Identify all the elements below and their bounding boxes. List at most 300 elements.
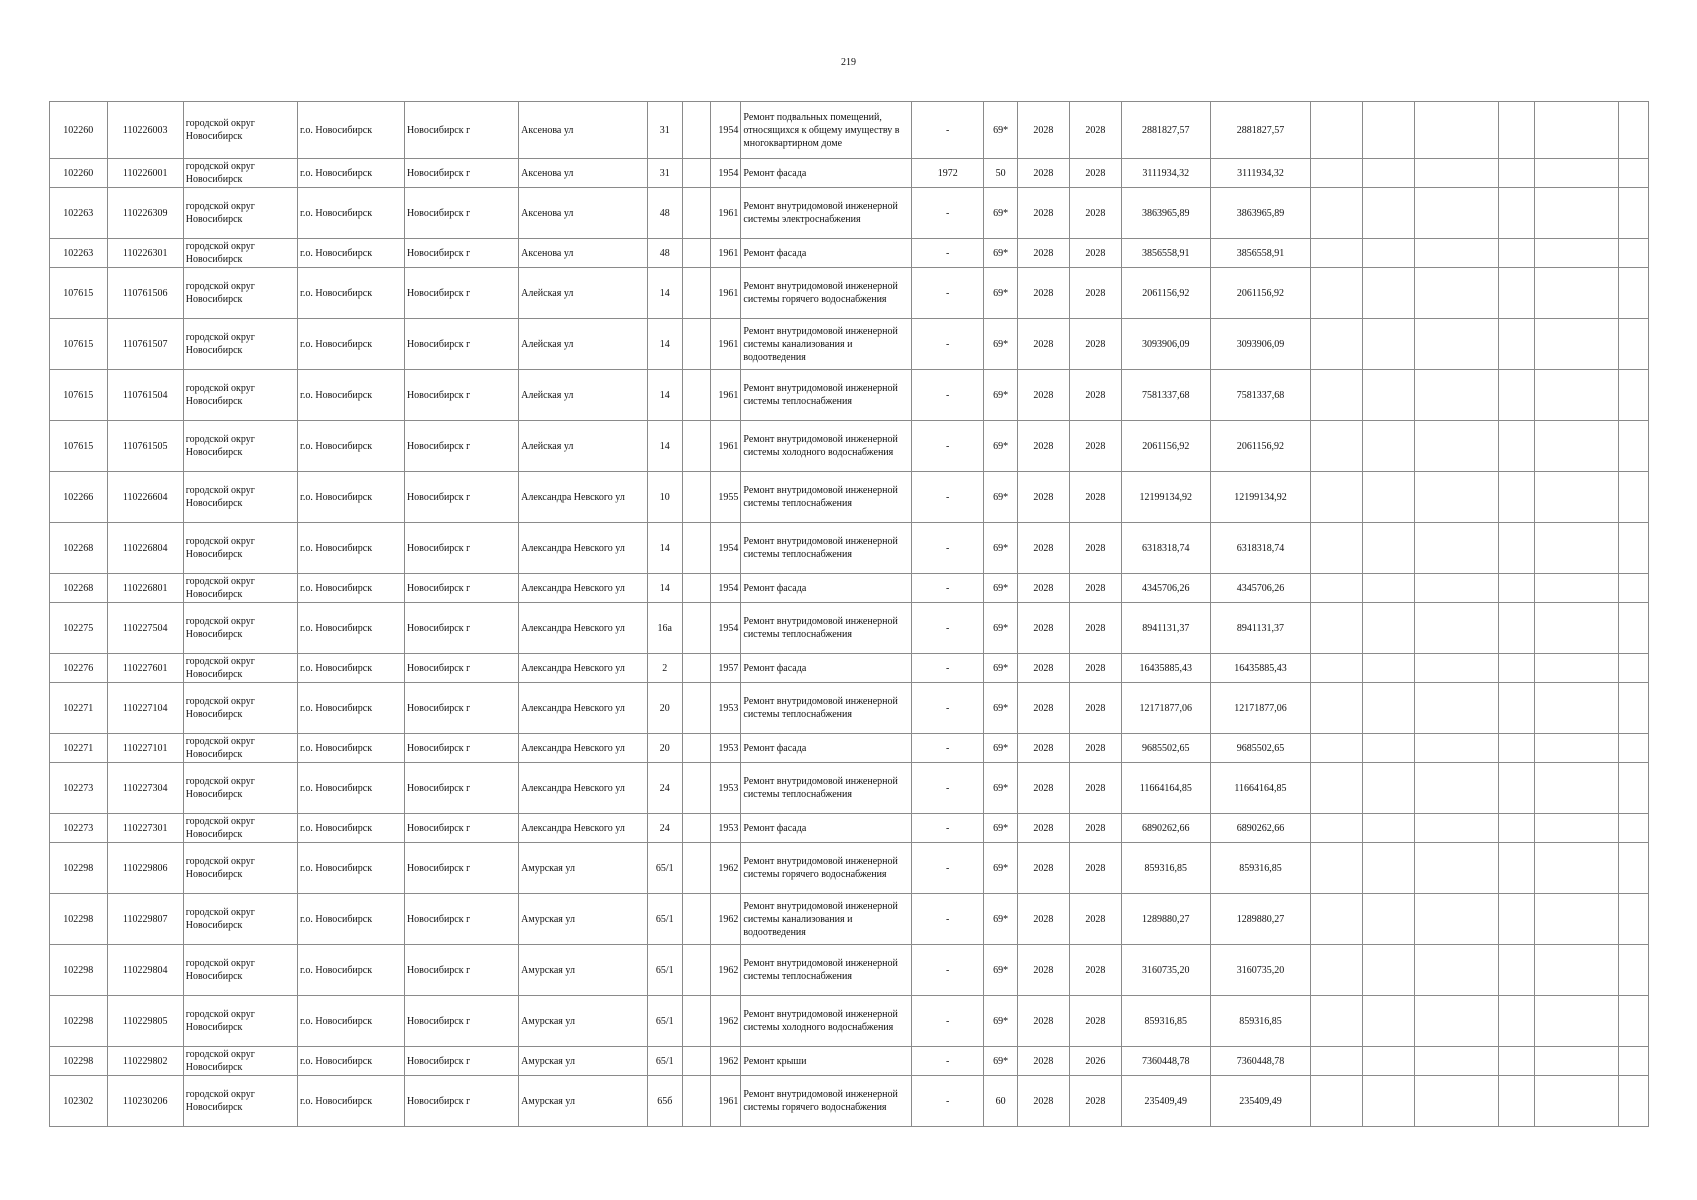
row-total: 3160735,20 (1210, 945, 1311, 996)
row-work: Ремонт фасада (741, 159, 912, 188)
row-cost: 16435885,43 (1122, 654, 1210, 683)
row-municipality: г.о. Новосибирск (297, 1076, 404, 1127)
row-empty-cell (1618, 188, 1648, 239)
row-code: 110227304 (107, 763, 183, 814)
row-blank (682, 1076, 710, 1127)
row-empty-cell (1618, 472, 1648, 523)
row-year: 1955 (710, 472, 741, 523)
table-row (50, 683, 1649, 734)
row-empty-cell (1362, 370, 1414, 421)
row-blank (682, 894, 710, 945)
row-house: 20 (647, 734, 682, 763)
row-empty-cell (1498, 574, 1534, 603)
row-empty-cell (1498, 319, 1534, 370)
row-wear: 69* (984, 574, 1018, 603)
row-empty-cell (1311, 1076, 1362, 1127)
row-deadline-year: 2028 (1069, 683, 1121, 734)
row-work: Ремонт внутридомовой инженерной системы теплоснабжения (741, 945, 912, 996)
row-empty-cell (1362, 421, 1414, 472)
capital-repair-table (49, 101, 1649, 1127)
row-municipality: г.о. Новосибирск (297, 319, 404, 370)
row-municipality: г.о. Новосибирск (297, 763, 404, 814)
row-cost: 235409,49 (1122, 1076, 1210, 1127)
row-empty-cell (1534, 574, 1618, 603)
row-empty-cell (1534, 472, 1618, 523)
row-code: 110226801 (107, 574, 183, 603)
row-house: 14 (647, 523, 682, 574)
row-empty-cell (1618, 421, 1648, 472)
row-empty-cell (1498, 159, 1534, 188)
row-street: Александра Невского ул (519, 472, 648, 523)
row-year: 1962 (710, 843, 741, 894)
row-district: городской округ Новосибирск (183, 603, 297, 654)
row-plan-year: 2028 (1018, 188, 1069, 239)
row-empty-cell (1415, 683, 1498, 734)
row-empty-cell (1311, 734, 1362, 763)
row-empty-cell (1498, 1076, 1534, 1127)
row-deadline-year: 2028 (1069, 996, 1121, 1047)
table-row (50, 814, 1649, 843)
row-work: Ремонт внутридомовой инженерной системы горячего водоснабжения (741, 1076, 912, 1127)
row-year: 1962 (710, 1047, 741, 1076)
row-plan-year: 2028 (1018, 814, 1069, 843)
row-empty-cell (1362, 188, 1414, 239)
row-previous-repair: - (912, 574, 984, 603)
row-code: 110227504 (107, 603, 183, 654)
row-deadline-year: 2028 (1069, 319, 1121, 370)
row-code: 110227301 (107, 814, 183, 843)
row-empty-cell (1618, 102, 1648, 159)
row-total: 4345706,26 (1210, 574, 1311, 603)
row-total: 12199134,92 (1210, 472, 1311, 523)
row-plan-year: 2028 (1018, 734, 1069, 763)
row-total: 3856558,91 (1210, 239, 1311, 268)
row-empty-cell (1534, 894, 1618, 945)
row-empty-cell (1618, 843, 1648, 894)
row-deadline-year: 2028 (1069, 188, 1121, 239)
row-previous-repair: - (912, 894, 984, 945)
row-empty-cell (1618, 523, 1648, 574)
row-locality: Новосибирск г (404, 239, 518, 268)
row-empty-cell (1618, 159, 1648, 188)
row-municipality: г.о. Новосибирск (297, 654, 404, 683)
row-plan-year: 2028 (1018, 603, 1069, 654)
row-code: 110761506 (107, 268, 183, 319)
row-district: городской округ Новосибирск (183, 159, 297, 188)
row-total: 2881827,57 (1210, 102, 1311, 159)
row-district: городской округ Новосибирск (183, 472, 297, 523)
row-code: 110229802 (107, 1047, 183, 1076)
row-empty-cell (1362, 814, 1414, 843)
row-empty-cell (1498, 421, 1534, 472)
row-cost: 11664164,85 (1122, 763, 1210, 814)
row-total: 859316,85 (1210, 843, 1311, 894)
row-id: 107615 (50, 319, 108, 370)
row-work: Ремонт внутридомовой инженерной системы теплоснабжения (741, 370, 912, 421)
row-street: Амурская ул (519, 945, 648, 996)
row-previous-repair: 1972 (912, 159, 984, 188)
row-house: 48 (647, 188, 682, 239)
row-blank (682, 319, 710, 370)
row-id: 102268 (50, 523, 108, 574)
row-id: 102298 (50, 894, 108, 945)
row-municipality: г.о. Новосибирск (297, 996, 404, 1047)
row-year: 1954 (710, 574, 741, 603)
row-district: городской округ Новосибирск (183, 843, 297, 894)
row-code: 110227101 (107, 734, 183, 763)
row-house: 20 (647, 683, 682, 734)
row-empty-cell (1534, 421, 1618, 472)
row-deadline-year: 2028 (1069, 159, 1121, 188)
row-locality: Новосибирск г (404, 574, 518, 603)
row-year: 1957 (710, 654, 741, 683)
row-district: городской округ Новосибирск (183, 996, 297, 1047)
row-deadline-year: 2026 (1069, 1047, 1121, 1076)
row-empty-cell (1362, 574, 1414, 603)
row-work: Ремонт внутридомовой инженерной системы теплоснабжения (741, 683, 912, 734)
row-cost: 12171877,06 (1122, 683, 1210, 734)
row-empty-cell (1362, 763, 1414, 814)
row-empty-cell (1498, 523, 1534, 574)
row-locality: Новосибирск г (404, 734, 518, 763)
row-total: 235409,49 (1210, 1076, 1311, 1127)
table-row (50, 472, 1649, 523)
row-street: Александра Невского ул (519, 734, 648, 763)
row-year: 1953 (710, 814, 741, 843)
row-empty-cell (1534, 683, 1618, 734)
row-street: Александра Невского ул (519, 523, 648, 574)
row-street: Александра Невского ул (519, 763, 648, 814)
row-empty-cell (1534, 102, 1618, 159)
row-empty-cell (1311, 996, 1362, 1047)
row-previous-repair: - (912, 239, 984, 268)
row-district: городской округ Новосибирск (183, 239, 297, 268)
row-house: 65/1 (647, 996, 682, 1047)
row-wear: 69* (984, 894, 1018, 945)
row-empty-cell (1618, 1076, 1648, 1127)
row-empty-cell (1534, 734, 1618, 763)
row-plan-year: 2028 (1018, 268, 1069, 319)
row-wear: 69* (984, 239, 1018, 268)
row-empty-cell (1498, 1047, 1534, 1076)
row-plan-year: 2028 (1018, 654, 1069, 683)
row-total: 6890262,66 (1210, 814, 1311, 843)
row-house: 14 (647, 421, 682, 472)
table-row (50, 996, 1649, 1047)
row-wear: 69* (984, 734, 1018, 763)
row-empty-cell (1311, 683, 1362, 734)
row-year: 1953 (710, 734, 741, 763)
row-empty-cell (1498, 239, 1534, 268)
row-locality: Новосибирск г (404, 654, 518, 683)
row-id: 102271 (50, 734, 108, 763)
row-blank (682, 843, 710, 894)
row-plan-year: 2028 (1018, 102, 1069, 159)
row-municipality: г.о. Новосибирск (297, 574, 404, 603)
row-empty-cell (1534, 1047, 1618, 1076)
row-municipality: г.о. Новосибирск (297, 268, 404, 319)
table-row (50, 1076, 1649, 1127)
row-locality: Новосибирск г (404, 1047, 518, 1076)
table-row (50, 574, 1649, 603)
row-work: Ремонт внутридомовой инженерной системы теплоснабжения (741, 472, 912, 523)
row-plan-year: 2028 (1018, 683, 1069, 734)
row-code: 110226301 (107, 239, 183, 268)
row-district: городской округ Новосибирск (183, 421, 297, 472)
row-code: 110761505 (107, 421, 183, 472)
row-empty-cell (1498, 945, 1534, 996)
row-empty-cell (1362, 894, 1414, 945)
row-house: 65/1 (647, 1047, 682, 1076)
row-empty-cell (1618, 1047, 1648, 1076)
row-previous-repair: - (912, 603, 984, 654)
row-locality: Новосибирск г (404, 683, 518, 734)
row-year: 1953 (710, 683, 741, 734)
row-district: городской округ Новосибирск (183, 102, 297, 159)
table-row (50, 603, 1649, 654)
row-code: 110229804 (107, 945, 183, 996)
row-empty-cell (1618, 734, 1648, 763)
table-row (50, 102, 1649, 159)
row-total: 7581337,68 (1210, 370, 1311, 421)
row-locality: Новосибирск г (404, 763, 518, 814)
row-year: 1961 (710, 421, 741, 472)
row-empty-cell (1498, 843, 1534, 894)
row-house: 16а (647, 603, 682, 654)
row-id: 102273 (50, 814, 108, 843)
row-empty-cell (1618, 370, 1648, 421)
row-blank (682, 603, 710, 654)
row-previous-repair: - (912, 996, 984, 1047)
table-row (50, 523, 1649, 574)
row-wear: 69* (984, 188, 1018, 239)
row-id: 102263 (50, 239, 108, 268)
row-empty-cell (1362, 239, 1414, 268)
row-empty-cell (1534, 603, 1618, 654)
row-empty-cell (1311, 574, 1362, 603)
row-empty-cell (1618, 239, 1648, 268)
row-street: Амурская ул (519, 996, 648, 1047)
table-row (50, 894, 1649, 945)
row-locality: Новосибирск г (404, 421, 518, 472)
row-total: 859316,85 (1210, 996, 1311, 1047)
row-work: Ремонт внутридомовой инженерной системы канализования и водоотведения (741, 319, 912, 370)
row-empty-cell (1415, 996, 1498, 1047)
row-work: Ремонт внутридомовой инженерной системы холодного водоснабжения (741, 996, 912, 1047)
row-empty-cell (1415, 370, 1498, 421)
row-id: 102298 (50, 843, 108, 894)
row-id: 107615 (50, 268, 108, 319)
row-id: 102298 (50, 1047, 108, 1076)
row-empty-cell (1415, 421, 1498, 472)
row-empty-cell (1498, 763, 1534, 814)
row-street: Алейская ул (519, 370, 648, 421)
row-blank (682, 996, 710, 1047)
row-street: Аксенова ул (519, 239, 648, 268)
row-municipality: г.о. Новосибирск (297, 421, 404, 472)
row-empty-cell (1415, 843, 1498, 894)
row-empty-cell (1415, 188, 1498, 239)
row-id: 102266 (50, 472, 108, 523)
row-empty-cell (1311, 603, 1362, 654)
row-deadline-year: 2028 (1069, 654, 1121, 683)
row-locality: Новосибирск г (404, 1076, 518, 1127)
row-id: 102273 (50, 763, 108, 814)
row-cost: 3863965,89 (1122, 188, 1210, 239)
row-previous-repair: - (912, 654, 984, 683)
row-empty-cell (1534, 239, 1618, 268)
row-empty-cell (1311, 370, 1362, 421)
row-code: 110229807 (107, 894, 183, 945)
row-district: городской округ Новосибирск (183, 268, 297, 319)
row-empty-cell (1534, 1076, 1618, 1127)
row-empty-cell (1498, 102, 1534, 159)
row-code: 110226003 (107, 102, 183, 159)
row-street: Алейская ул (519, 421, 648, 472)
table-row (50, 843, 1649, 894)
row-empty-cell (1311, 814, 1362, 843)
row-blank (682, 574, 710, 603)
row-empty-cell (1415, 945, 1498, 996)
row-empty-cell (1415, 472, 1498, 523)
row-plan-year: 2028 (1018, 1076, 1069, 1127)
row-district: городской округ Новосибирск (183, 763, 297, 814)
row-street: Александра Невского ул (519, 814, 648, 843)
row-blank (682, 268, 710, 319)
row-plan-year: 2028 (1018, 159, 1069, 188)
row-wear: 60 (984, 1076, 1018, 1127)
row-total: 3111934,32 (1210, 159, 1311, 188)
row-deadline-year: 2028 (1069, 894, 1121, 945)
row-empty-cell (1415, 894, 1498, 945)
row-plan-year: 2028 (1018, 843, 1069, 894)
row-empty-cell (1534, 319, 1618, 370)
row-empty-cell (1362, 102, 1414, 159)
row-empty-cell (1534, 843, 1618, 894)
row-empty-cell (1415, 319, 1498, 370)
row-empty-cell (1534, 159, 1618, 188)
row-empty-cell (1498, 814, 1534, 843)
row-municipality: г.о. Новосибирск (297, 159, 404, 188)
row-district: городской округ Новосибирск (183, 1047, 297, 1076)
row-locality: Новосибирск г (404, 843, 518, 894)
row-house: 31 (647, 159, 682, 188)
row-previous-repair: - (912, 763, 984, 814)
row-cost: 6890262,66 (1122, 814, 1210, 843)
row-empty-cell (1362, 523, 1414, 574)
row-empty-cell (1415, 268, 1498, 319)
row-empty-cell (1415, 239, 1498, 268)
row-municipality: г.о. Новосибирск (297, 894, 404, 945)
row-id: 107615 (50, 370, 108, 421)
row-locality: Новосибирск г (404, 814, 518, 843)
row-empty-cell (1415, 734, 1498, 763)
row-wear: 69* (984, 102, 1018, 159)
row-empty-cell (1415, 159, 1498, 188)
row-empty-cell (1618, 319, 1648, 370)
row-work: Ремонт фасада (741, 239, 912, 268)
row-empty-cell (1534, 945, 1618, 996)
row-cost: 2061156,92 (1122, 268, 1210, 319)
row-previous-repair: - (912, 523, 984, 574)
row-deadline-year: 2028 (1069, 814, 1121, 843)
row-locality: Новосибирск г (404, 996, 518, 1047)
row-street: Александра Невского ул (519, 603, 648, 654)
row-blank (682, 421, 710, 472)
row-empty-cell (1362, 996, 1414, 1047)
row-empty-cell (1498, 894, 1534, 945)
row-id: 102298 (50, 996, 108, 1047)
row-empty-cell (1498, 188, 1534, 239)
row-wear: 69* (984, 319, 1018, 370)
row-empty-cell (1415, 603, 1498, 654)
row-locality: Новосибирск г (404, 603, 518, 654)
row-blank (682, 734, 710, 763)
row-previous-repair: - (912, 734, 984, 763)
row-work: Ремонт внутридомовой инженерной системы теплоснабжения (741, 523, 912, 574)
row-locality: Новосибирск г (404, 523, 518, 574)
row-deadline-year: 2028 (1069, 268, 1121, 319)
row-blank (682, 763, 710, 814)
row-empty-cell (1498, 996, 1534, 1047)
row-previous-repair: - (912, 472, 984, 523)
row-year: 1953 (710, 763, 741, 814)
row-wear: 69* (984, 763, 1018, 814)
row-blank (682, 654, 710, 683)
row-street: Аксенова ул (519, 188, 648, 239)
row-empty-cell (1534, 763, 1618, 814)
row-previous-repair: - (912, 1076, 984, 1127)
row-empty-cell (1311, 188, 1362, 239)
row-municipality: г.о. Новосибирск (297, 734, 404, 763)
row-previous-repair: - (912, 319, 984, 370)
row-house: 65б (647, 1076, 682, 1127)
row-id: 102263 (50, 188, 108, 239)
row-year: 1954 (710, 603, 741, 654)
row-id: 102298 (50, 945, 108, 996)
row-empty-cell (1618, 894, 1648, 945)
row-work: Ремонт внутридомовой инженерной системы теплоснабжения (741, 603, 912, 654)
row-cost: 3160735,20 (1122, 945, 1210, 996)
table-body (50, 102, 1649, 1127)
row-deadline-year: 2028 (1069, 603, 1121, 654)
row-empty-cell (1618, 654, 1648, 683)
row-empty-cell (1311, 319, 1362, 370)
page-number: 219 (841, 57, 856, 68)
table-row (50, 188, 1649, 239)
table-row (50, 319, 1649, 370)
row-id: 102260 (50, 102, 108, 159)
row-wear: 69* (984, 268, 1018, 319)
row-municipality: г.о. Новосибирск (297, 472, 404, 523)
row-house: 48 (647, 239, 682, 268)
row-empty-cell (1498, 734, 1534, 763)
row-empty-cell (1498, 603, 1534, 654)
row-wear: 69* (984, 472, 1018, 523)
row-house: 14 (647, 370, 682, 421)
row-empty-cell (1362, 945, 1414, 996)
row-empty-cell (1311, 763, 1362, 814)
row-total: 1289880,27 (1210, 894, 1311, 945)
row-empty-cell (1618, 268, 1648, 319)
row-district: городской округ Новосибирск (183, 734, 297, 763)
row-blank (682, 370, 710, 421)
row-municipality: г.о. Новосибирск (297, 603, 404, 654)
row-total: 2061156,92 (1210, 268, 1311, 319)
row-id: 102260 (50, 159, 108, 188)
row-district: городской округ Новосибирск (183, 523, 297, 574)
row-id: 107615 (50, 421, 108, 472)
